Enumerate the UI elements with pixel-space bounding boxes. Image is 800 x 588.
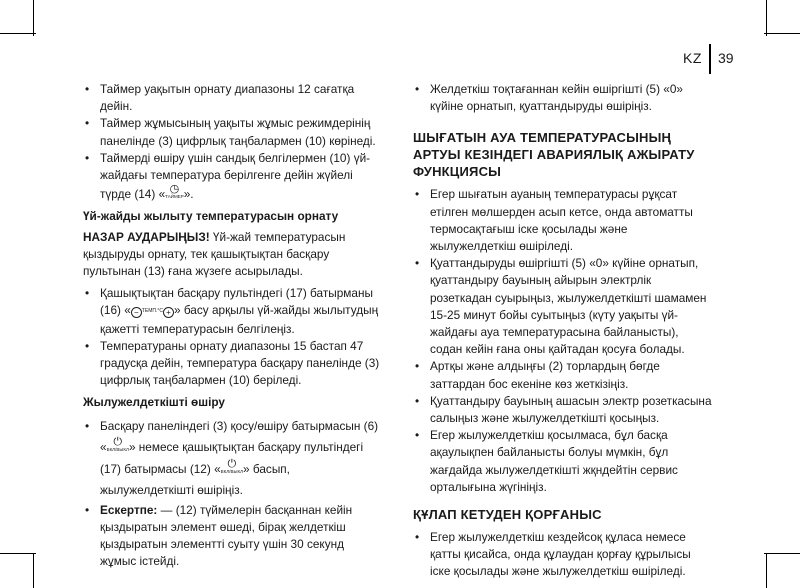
- list-item: • Ескертпе: — (12) түймелерін басқаннан кейін қыздыратын элемент өшеді, бірақ желдеткіш қыздыратын элементті суыту үшін 30 секунд жұмыс істейді.: [83, 502, 383, 571]
- temp-label: ТЕМП.°С: [141, 308, 163, 315]
- right-column: [413, 81, 713, 581]
- header-divider: [709, 44, 711, 74]
- list-item: • Егер шығатын ауаның температурасы рұқсат етілген мөлшерден асып кетсе, онда автоматты термосақтағыш іске қосылады және жылужелдеткіш өшіріледі.: [413, 186, 713, 255]
- list-item: • Артқы және алдыңғы (2) торлардың бөгде заттардан бос екеніне көз жеткізіңіз.: [413, 358, 713, 392]
- list-item: • Таймер уақытын орнату диапазоны 12 сағатқа дейін.: [83, 81, 383, 115]
- list-item: • Таймерді өшіру үшін сандық белгілермен (10) үй-жайдағы температура берілгенге дейін жүйелі түрде (14) « ◷ ТАЙМЕР ».: [83, 150, 383, 204]
- note-list: [83, 502, 383, 571]
- crop-mark: [766, 553, 767, 588]
- language-code: KZ: [683, 50, 702, 66]
- minus-icon: −: [131, 307, 142, 318]
- left-column: [83, 81, 383, 570]
- list-item: • Желдеткіш тоқтағаннан кейін өшіргішті (5) «0» күйіне орнатып, қуаттандыруды өшіріңіз.: [413, 81, 713, 115]
- list-item: • Температураны орнату диапазоны 15 бастап 47 градусқа дейін, температура басқару панелінде (3) цифрлық таңбалармен (10) беріледі.: [83, 338, 383, 390]
- crop-mark: [33, 553, 34, 588]
- crop-mark: [764, 33, 800, 34]
- plus-icon: +: [163, 307, 174, 318]
- crop-mark: [33, 0, 34, 36]
- power-icon: ⏻ ВКЛ/ВЫКЛ: [220, 457, 244, 474]
- warning-paragraph: НАЗАР АУДАРЫҢЫЗ! Үй-жай температурасын қыздыруды орнату, тек қашықтықтан басқару пультынан (13) ғана жүзеге асырылады.: [83, 229, 346, 279]
- tipover-list: [413, 529, 713, 581]
- crop-mark: [0, 553, 36, 554]
- list-item: • Қуаттандыруды өшіргішті (5) «0» күйіне орнатып, қуаттандыру бауының айырын электрлік розеткадан суырыңыз, жылужелдеткішті шамамен 15-25 минут бойы суытыңыз (күту уақыты үй-жайдағы ауа температурасына байланысты), содан кейін ғана оны қайтадан қосуға болады.: [413, 255, 713, 358]
- timer-list: [83, 81, 383, 203]
- list-item: • Басқару панеліндегі (3) қосу/өшіру батырмасын (6) « ⏻ ВКЛ/ВЫКЛ » немесе қашықтықтан басқару пультіндегі (17) батырмасы (12) « ⏻ ВКЛ/ВЫКЛ » басып, жылужелдеткішті өшіріңіз.: [83, 416, 383, 502]
- page-number: 39: [718, 50, 734, 66]
- section-heading-off: Жылужелдеткішті өшіру: [83, 395, 225, 410]
- power-icon: ⏻ ВКЛ/ВЫКЛ: [106, 436, 129, 453]
- timer-icon: ◷ ТАЙМЕР: [165, 183, 184, 200]
- crop-mark: [0, 33, 36, 34]
- section-heading-tipover: ҚҰЛАП КЕТУДЕН ҚОРҒАНЫС: [413, 507, 602, 523]
- list-item: • Егер жылужелдеткіш қосылмаса, бұл басқа ақаулықпен байланысты болуы мүмкін, бұл жағдайда жылужелдеткішті жқндейтін сервис орталығына жүгініңіз.: [413, 427, 713, 496]
- list-item: • Қашықтықтан басқару пультіндегі (17) батырманы (16) « − ТЕМП.°С + » басу арқылы үй-жайды жылытудың қажетті температурасын белгілеңіз.: [83, 285, 383, 338]
- fan-stop-list: [413, 81, 713, 115]
- overheat-list: [413, 186, 713, 496]
- temperature-list: [83, 285, 383, 389]
- list-item: • Таймер жұмысының уақыты жұмыс режимдерінің панелінде (3) цифрлық таңбалармен (10) көрінеді.: [83, 115, 383, 149]
- section-heading-heating: Үй-жайды жылыту температурасын орнату: [83, 209, 339, 224]
- list-item: • Егер жылужелдеткіш кездейсоқ құласа немесе қатты қисайса, онда құлаудан қорғау құрылысы іске қосылады және жылужелдеткіш өшіріледі.: [413, 529, 713, 581]
- off-list: [83, 416, 383, 502]
- crop-mark: [766, 0, 767, 36]
- section-heading-overheat: ШЫҒАТЫН АУА ТЕМПЕРАТУРАСЫНЫҢ АРТУЫ КЕЗІНДЕГІ АВАРИЯЛЫҚ АЖЫРАТУ ФУНКЦИЯСЫ: [413, 130, 695, 180]
- crop-mark: [764, 553, 800, 554]
- list-item: • Қуаттандыру бауының ашасын электр розеткасына салыңыз және жылужелдеткішті қосыңыз.: [413, 393, 713, 427]
